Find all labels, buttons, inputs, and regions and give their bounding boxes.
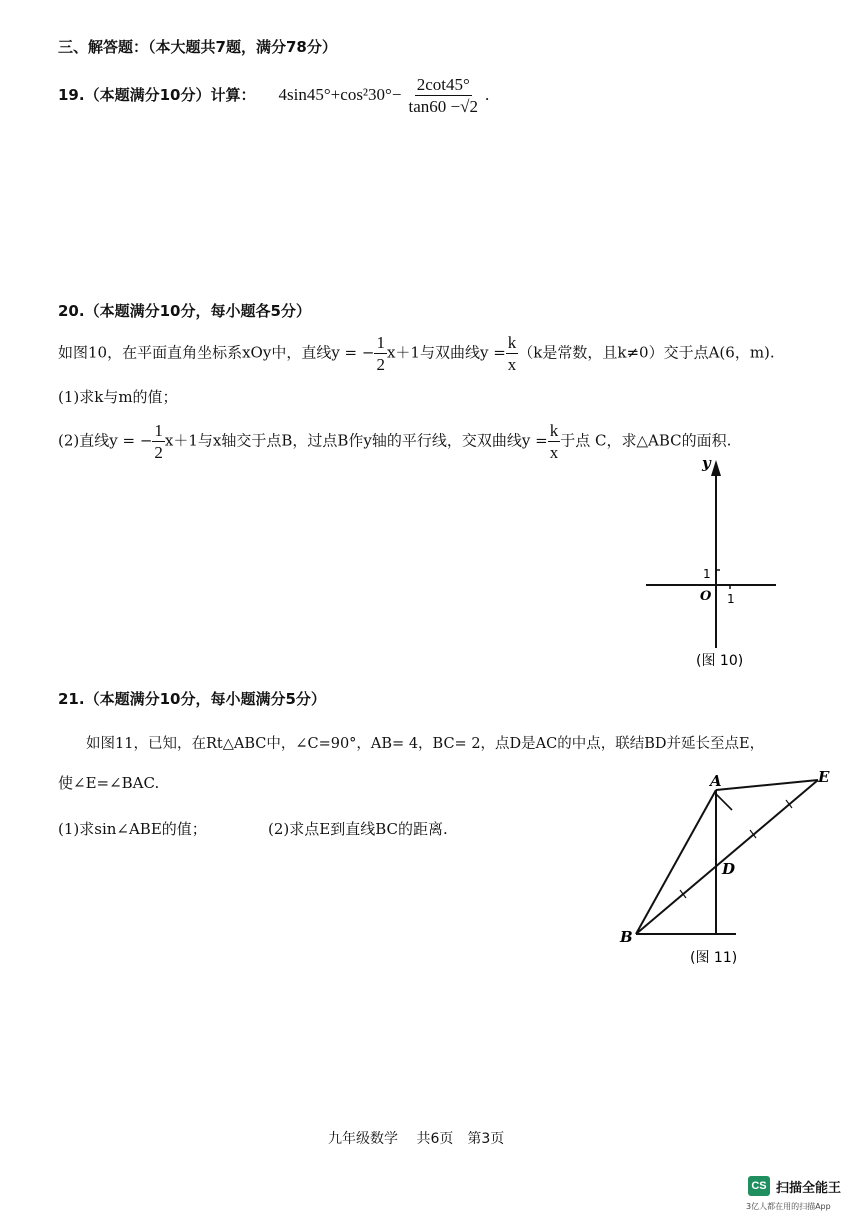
y-axis-arrow-icon — [711, 460, 721, 476]
scanner-watermark — [748, 1176, 841, 1196]
q20-line1-frac — [374, 334, 387, 373]
page-footer: 九年级数学 共6页 第3页 — [328, 1131, 505, 1147]
q20-part2-c: 于点 C，求△ABC的面积. — [560, 431, 732, 450]
tick-x-label: 1 — [727, 592, 735, 606]
tick-y-label: 1 — [703, 567, 711, 581]
frac-den: 2 — [154, 443, 163, 462]
q20-line1 — [58, 334, 775, 373]
q19-label: 19.（本题满分10分）计算： — [58, 86, 256, 104]
frac-num: k — [507, 333, 517, 352]
camscanner-logo-icon: CS — [748, 1176, 770, 1196]
frac-num: 1 — [376, 333, 385, 352]
point-D-label: D — [722, 860, 736, 878]
frac-num: k — [549, 421, 559, 440]
y-axis-label: y — [702, 454, 711, 472]
q20-part1: (1)求k与m的值； — [58, 388, 178, 406]
figure-11-caption: (图 11) — [690, 950, 738, 966]
point-B-label: B — [620, 928, 633, 946]
frac-den: x — [549, 443, 559, 462]
q20-line1-a: 如图10，在平面直角坐标系xOy中，直线y = − — [58, 343, 375, 362]
angle-mark — [716, 794, 732, 810]
q21-part2: (2)求点E到直线BC的距离. — [268, 820, 448, 838]
q20-part2-a: (2)直线y = − — [58, 431, 153, 450]
question-19 — [58, 76, 489, 115]
segment-AE — [716, 780, 818, 790]
segment-AB — [636, 790, 716, 934]
section-header: 三、解答题：（本大题共7题，满分78分） — [58, 38, 337, 56]
q20-line1-c: （k是常数，且k≠0）交于点A(6，m). — [518, 343, 775, 362]
watermark-title: 扫描全能王 — [776, 1180, 842, 1196]
figure-10 — [630, 448, 790, 676]
q19-end: . — [485, 85, 490, 104]
figure-10-caption: (图 10) — [696, 653, 744, 669]
q21-label: 21.（本题满分10分，每小题满分5分） — [58, 690, 326, 708]
q20-part2-b: x＋1与x轴交于点B，过点B作y轴的平行线，交双曲线y = — [164, 431, 548, 450]
q21-part1: (1)求sin∠ABE的值； — [58, 820, 207, 838]
origin-label: O — [700, 589, 712, 604]
q19-expr-left: 4sin45°+cos²30°− — [278, 85, 402, 104]
watermark-subtitle: 3亿人都在用的扫描App — [746, 1202, 831, 1211]
segment-BE — [636, 780, 818, 934]
frac-num: 1 — [154, 421, 163, 440]
q21-line2: 使∠E=∠BAC. — [58, 774, 160, 792]
figure-11 — [610, 760, 850, 972]
q19-frac-num: 2cot45° — [416, 75, 470, 94]
q20-part2-frac2 — [548, 422, 561, 461]
point-E-label: E — [818, 768, 830, 786]
q20-label: 20.（本题满分10分，每小题各5分） — [58, 302, 311, 320]
q19-frac-den: tan60 −√2 — [408, 97, 478, 116]
point-A-label: A — [710, 772, 722, 790]
q21-line1: 如图11，已知，在Rt△ABC中，∠C=90°，AB= 4，BC= 2，点D是AC的中点，联结BD并延长至点E， — [86, 736, 765, 752]
q20-line1-b: x＋1与双曲线y = — [386, 343, 506, 362]
frac-den: 2 — [376, 355, 385, 374]
q19-fraction — [407, 76, 480, 115]
q20-part2-frac — [152, 422, 165, 461]
q20-line1-frac2 — [506, 334, 519, 373]
frac-den: x — [507, 355, 517, 374]
